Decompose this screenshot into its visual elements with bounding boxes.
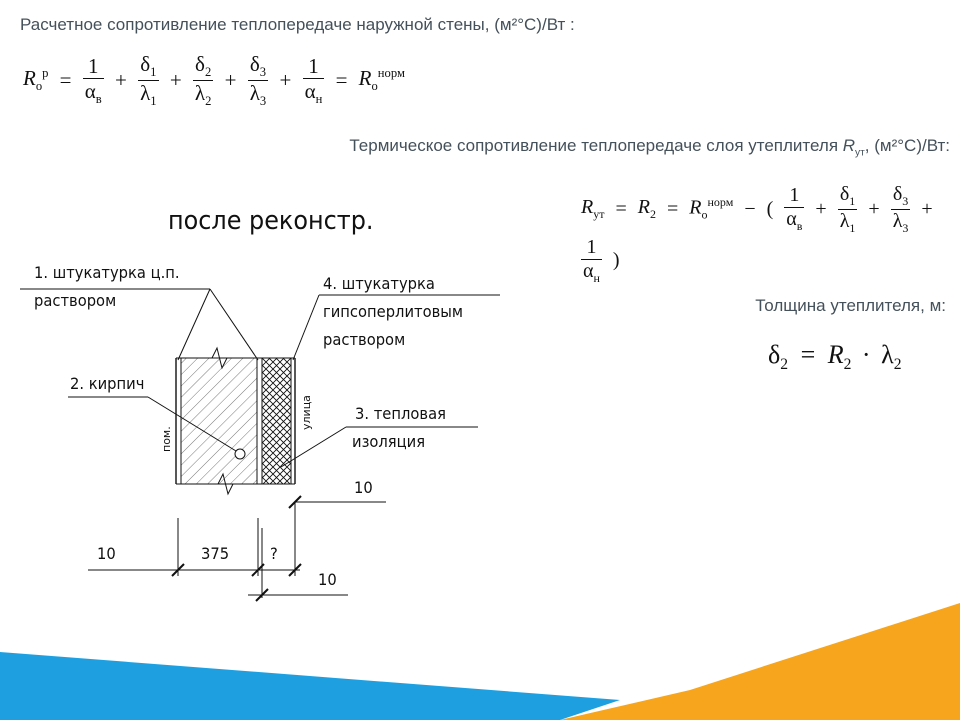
label-layer-4-line2: гипсоперлитовым xyxy=(323,302,464,321)
page-title: Расчетное сопротивление теплопередаче наружной стены, (м²°С)/Вт : xyxy=(20,15,575,34)
side-label-room: пом. xyxy=(160,426,173,452)
frac-d2-l2: $\frac{\delta_2}{\lambda_2}$ xyxy=(194,52,212,108)
dim-insulation: ? xyxy=(270,544,278,563)
side-label-street: улица xyxy=(300,395,313,430)
orange-stripe xyxy=(560,603,960,720)
label-layer-4-line1: 4. штукатурка xyxy=(323,274,435,293)
thickness-label: Толщина утеплителя, м: xyxy=(755,296,946,315)
label-layer-2: 2. кирпич xyxy=(70,374,145,393)
dim-plaster-outer-bottom: 10 xyxy=(318,570,337,589)
label-layer-1-line2: раствором xyxy=(34,291,117,310)
dim-brick: 375 xyxy=(201,544,230,563)
label-layer-3-line2: изоляция xyxy=(352,432,426,451)
frac-d1-l1: $\frac{\delta_1}{\lambda_1}$ xyxy=(140,52,157,108)
insulation-resistance-label: Термическое сопротивление теплопередаче слоя утеплителя $R_{ут}$, (м²°С)/Вт: xyxy=(349,136,950,159)
frac-1-alpha-n: $\frac{1}{\alpha_н}$ xyxy=(304,53,323,107)
label-layer-3-line1: 3. тепловая xyxy=(355,404,446,423)
dim-plaster-inner: 10 xyxy=(97,544,116,563)
formula-resistance: $R_о^р$ = $\frac{1}{\alpha_в}$ + $\frac{\delta_1}{\lambda_1}$ + $\frac{\delta_2}{\lambda_2}$ + $\frac{\delta_3}{\lambda_3}$ + $\frac{1}{\alpha_н}$ = $R_о^{норм}$ xyxy=(23,52,405,108)
frac-1-alpha-v: $\frac{1}{\alpha_в}$ xyxy=(84,53,102,107)
diagram-heading: после реконстр. xyxy=(168,206,374,236)
label-layer-4-line3: раствором xyxy=(323,330,406,349)
formula-insulation-resistance: $R_{ут} = R_2 = R_о^{норм}$ − ( $\frac{1}{\alpha_в}$ + $\frac{\delta_1}{\lambda_1}$ + $\frac{\delta_3}{\lambda_3}$ + $\frac{1}{\alpha_н}$ ) xyxy=(581,183,933,285)
label-layer-1-line1: 1. штукатурка ц.п. xyxy=(34,263,180,282)
blue-stripe xyxy=(0,652,620,720)
frac-d3-l3: $\frac{\delta_3}{\lambda_3}$ xyxy=(249,52,267,108)
dim-plaster-outer-top: 10 xyxy=(354,478,373,497)
formula-thickness: $\delta_2 = R_2 \cdot \lambda_2$ xyxy=(768,340,902,374)
